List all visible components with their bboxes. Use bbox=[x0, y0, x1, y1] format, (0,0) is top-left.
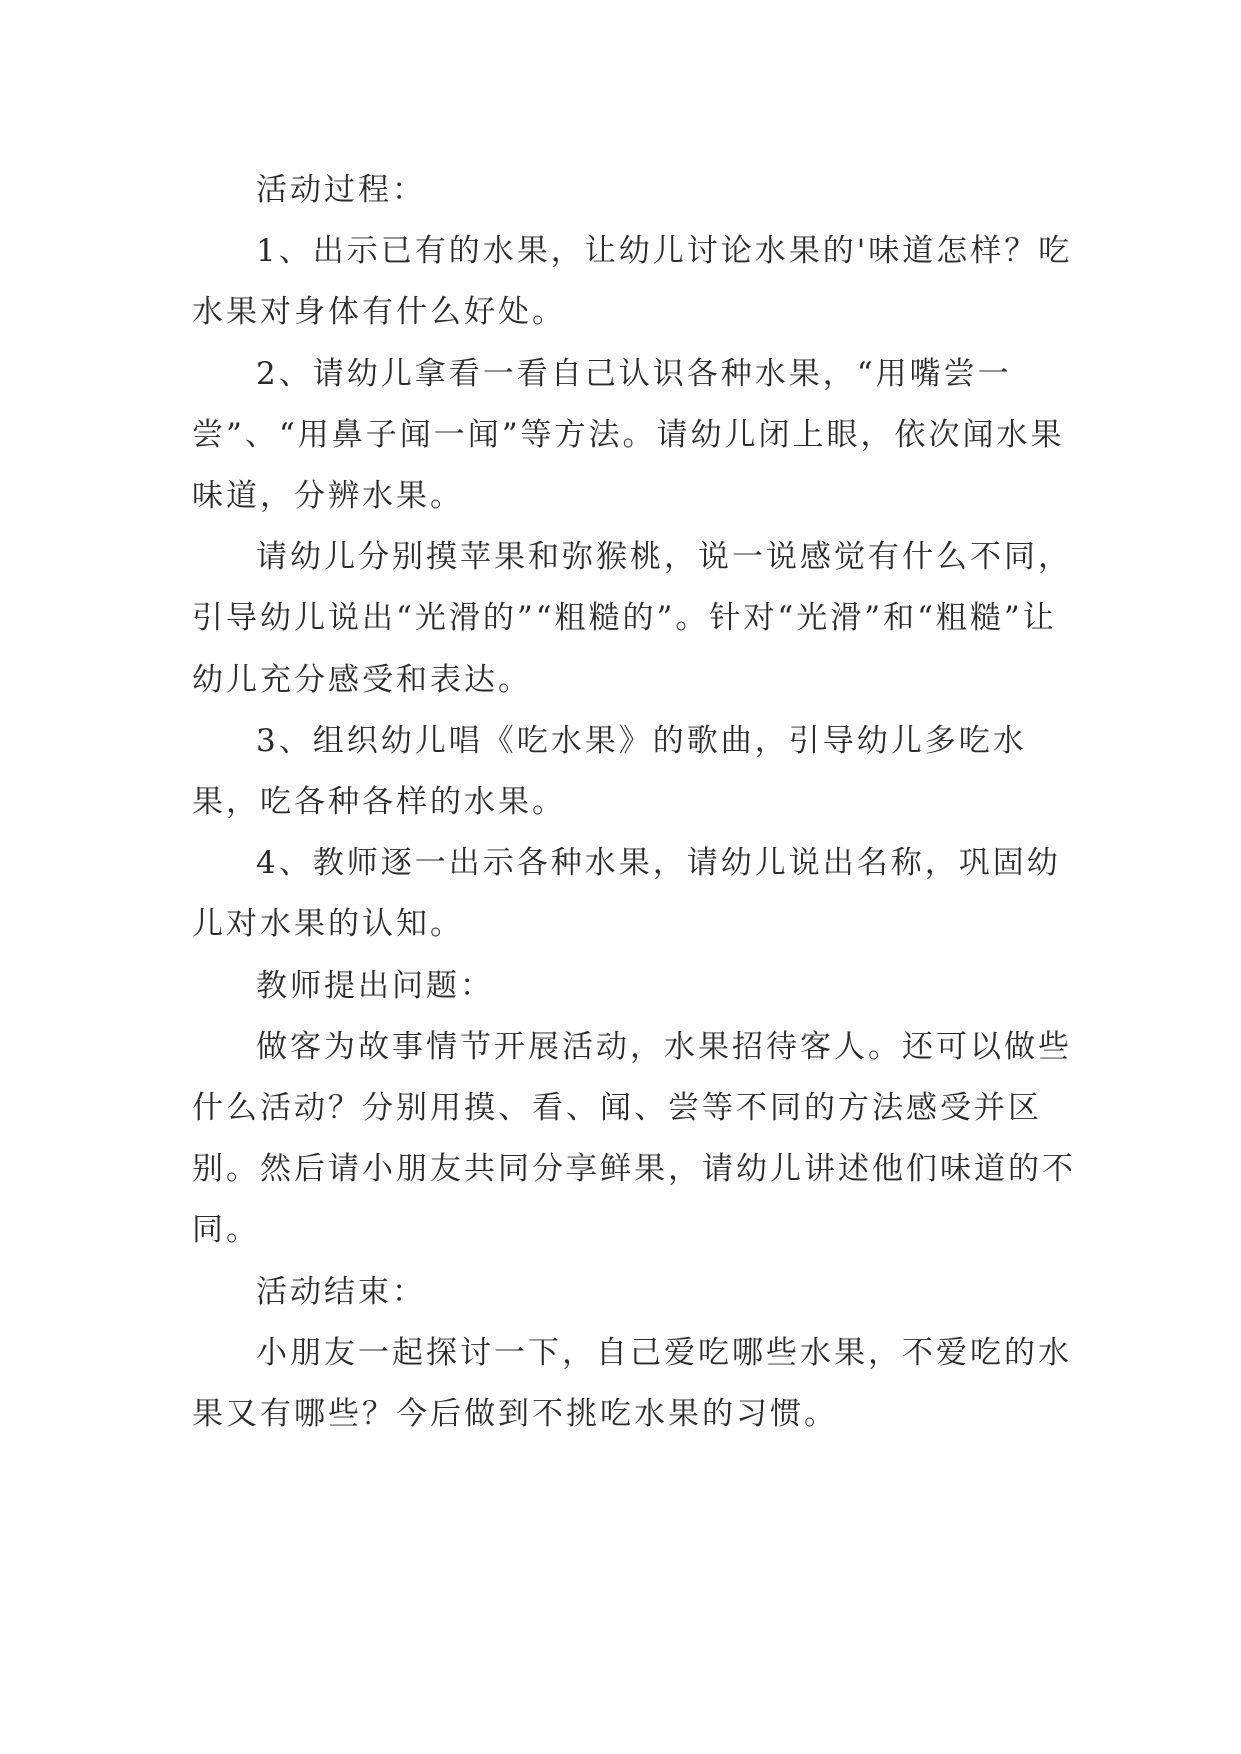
paragraph-heading-activity-end: 活动结束： bbox=[256, 1273, 426, 1310]
paragraph-discussion: 小朋友一起探讨一下，自己爱吃哪些水果，不爱吃的水果又有哪些？今后做到不挑吃水果的习惯。 bbox=[192, 1334, 1072, 1433]
paragraph-step-2: 2、请幼儿拿看一看自己认识各种水果，“用嘴尝一尝”、“用鼻子闻一闻”等方法。请幼儿闭上眼，依次闻水果味道，分辨水果。 bbox=[192, 355, 1065, 515]
paragraph-step-1: 1、出示已有的水果，让幼儿讨论水果的'味道怎样？吃水果对身体有什么好处。 bbox=[192, 233, 1073, 331]
paragraph-touch-fruit: 请幼儿分别摸苹果和弥猴桃，说一说感觉有什么不同，引导幼儿说出“光滑的”“粗糙的”。针对“光滑”和“粗糙”让幼儿充分感受和表达。 bbox=[192, 539, 1072, 698]
document-body bbox=[192, 160, 1082, 1445]
paragraph-hosting-activity: 做客为故事情节开展活动，水果招待客人。还可以做些什么活动？分别用摸、看、闻、尝等不同的方法感受并区别。然后请小朋友共同分享鲜果，请幼儿讲述他们味道的不同。 bbox=[192, 1028, 1076, 1249]
paragraph-heading-activity-process: 活动过程： bbox=[256, 172, 426, 208]
paragraph-heading-teacher-questions: 教师提出问题： bbox=[256, 967, 494, 1004]
paragraph-step-4: 4、教师逐一出示各种水果，请幼儿说出名称，巩固幼儿对水果的认知。 bbox=[192, 845, 1061, 943]
paragraph-step-3: 3、组织幼儿唱《吃水果》的歌曲，引导幼儿多吃水果，吃各种各样的水果。 bbox=[192, 722, 1027, 821]
